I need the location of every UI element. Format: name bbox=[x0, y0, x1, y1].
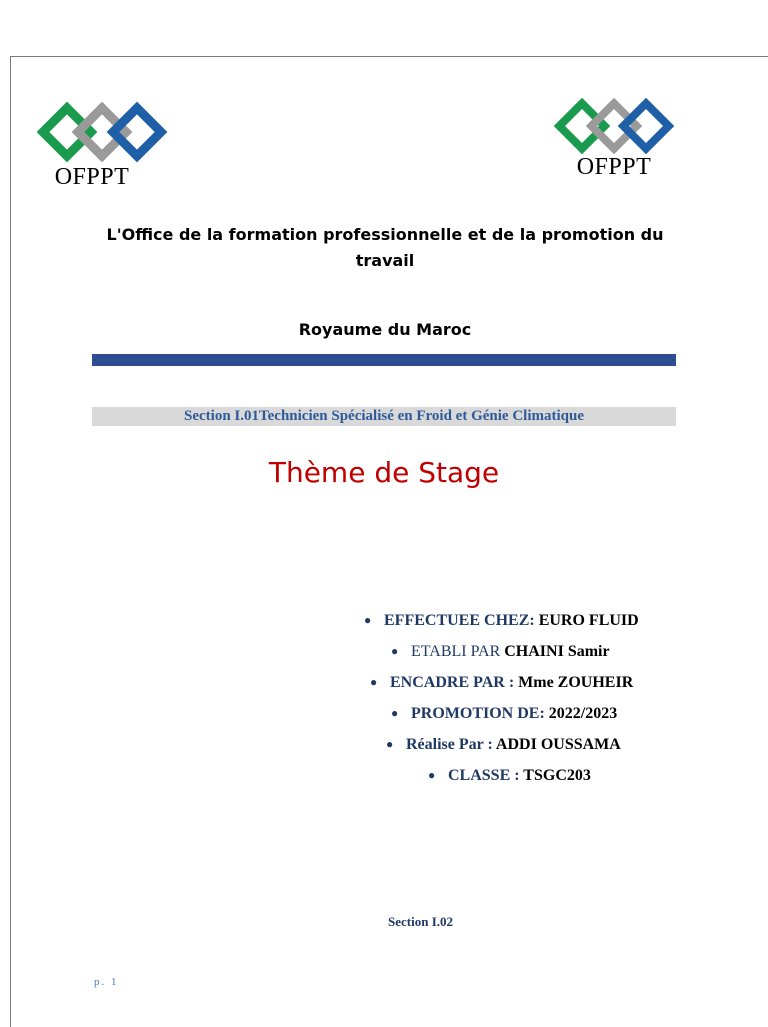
info-label: CLASSE : bbox=[448, 767, 520, 784]
organization-title: L'Office de la formation professionnelle et de la promotion du travail bbox=[106, 225, 664, 270]
page-number: p. 1 bbox=[94, 976, 119, 988]
info-list bbox=[300, 606, 768, 792]
info-value: Mme ZOUHEIR bbox=[518, 674, 634, 691]
bullet-icon: ● bbox=[391, 706, 399, 720]
section-band: Section I.01Technicien Spécialisé en Froid et Génie Climatique bbox=[92, 407, 676, 426]
bullet-icon: ● bbox=[364, 613, 372, 627]
info-item-promotion bbox=[391, 699, 768, 730]
info-value: ADDI OUSSAMA bbox=[495, 736, 621, 753]
bullet-icon: ● bbox=[391, 644, 399, 658]
info-value: EURO FLUID bbox=[538, 612, 639, 629]
info-value: CHAINI Samir bbox=[504, 643, 610, 660]
logo-text-left: OFPPT bbox=[54, 164, 130, 190]
info-item-supervisor bbox=[370, 668, 768, 699]
info-value: 2022/2023 bbox=[548, 705, 618, 722]
info-label: ETABLI PAR bbox=[411, 643, 501, 660]
bullet-icon: ● bbox=[386, 737, 394, 751]
bullet-icon: ● bbox=[370, 675, 378, 689]
info-item-company bbox=[364, 606, 768, 637]
bullet-icon: ● bbox=[428, 768, 436, 782]
info-label: Réalise Par : bbox=[406, 736, 493, 753]
ofppt-logo-left bbox=[32, 100, 172, 200]
blue-divider-bar bbox=[92, 354, 676, 366]
page-frame bbox=[10, 56, 768, 1027]
info-label: PROMOTION DE: bbox=[411, 705, 545, 722]
country-name: Royaume du Maroc bbox=[298, 320, 472, 339]
logo-text-right: OFPPT bbox=[576, 154, 652, 180]
info-item-class bbox=[428, 761, 768, 792]
info-item-realized-by bbox=[386, 730, 768, 761]
info-label: EFFECTUEE CHEZ: bbox=[384, 612, 535, 629]
footer-section-label: Section I.02 bbox=[388, 914, 453, 929]
info-label: ENCADRE PAR : bbox=[390, 674, 515, 691]
info-value: TSGC203 bbox=[523, 767, 591, 784]
ofppt-logo-right bbox=[548, 92, 680, 192]
theme-title: Thème de Stage bbox=[268, 456, 500, 489]
info-item-author bbox=[391, 637, 768, 668]
